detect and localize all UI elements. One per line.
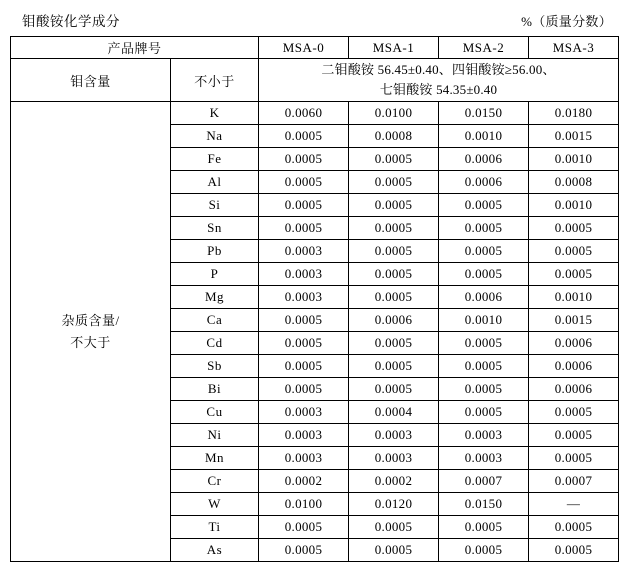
- impurity-value: 0.0005: [349, 148, 439, 171]
- impurity-value: 0.0007: [529, 470, 619, 493]
- impurity-value: 0.0005: [259, 148, 349, 171]
- impurity-value: 0.0005: [529, 263, 619, 286]
- table-header-row: [11, 37, 619, 59]
- impurity-value: 0.0005: [439, 240, 529, 263]
- impurity-value: 0.0150: [439, 493, 529, 516]
- impurity-value: 0.0005: [529, 240, 619, 263]
- caption-unit: %（质量分数）: [521, 14, 612, 29]
- impurity-value: 0.0005: [259, 309, 349, 332]
- table-caption: [10, 8, 618, 36]
- element-symbol: K: [171, 102, 259, 125]
- impurity-value: 0.0003: [259, 401, 349, 424]
- mo-content-condition: 不小于: [171, 59, 259, 102]
- impurity-value: 0.0005: [529, 424, 619, 447]
- impurity-label-line2: 不大于: [70, 334, 111, 350]
- impurity-value: 0.0006: [529, 378, 619, 401]
- impurity-value: 0.0060: [259, 102, 349, 125]
- impurity-value: 0.0005: [439, 401, 529, 424]
- element-symbol: Pb: [171, 240, 259, 263]
- impurity-value: 0.0100: [259, 493, 349, 516]
- mo-content-row: [11, 59, 619, 102]
- impurity-value: 0.0010: [439, 125, 529, 148]
- impurity-value: 0.0005: [529, 447, 619, 470]
- impurity-value: 0.0005: [349, 286, 439, 309]
- element-symbol: Fe: [171, 148, 259, 171]
- header-product-label: 产品牌号: [11, 37, 259, 59]
- impurity-value: 0.0003: [259, 240, 349, 263]
- caption-title: 钼酸铵化学成分: [22, 14, 120, 29]
- impurity-value: 0.0002: [259, 470, 349, 493]
- impurity-value: 0.0005: [349, 217, 439, 240]
- impurity-value: 0.0005: [259, 194, 349, 217]
- impurity-value: 0.0005: [259, 516, 349, 539]
- impurity-value: 0.0005: [349, 355, 439, 378]
- impurity-label-line1: 杂质含量/: [61, 312, 120, 328]
- impurity-value: 0.0005: [349, 332, 439, 355]
- impurity-value: 0.0100: [349, 102, 439, 125]
- impurity-value: 0.0005: [529, 401, 619, 424]
- element-symbol: Ni: [171, 424, 259, 447]
- impurity-value: 0.0005: [259, 125, 349, 148]
- impurity-value: 0.0005: [349, 171, 439, 194]
- element-symbol: Si: [171, 194, 259, 217]
- impurity-content-label: [11, 102, 171, 562]
- impurity-value: 0.0007: [439, 470, 529, 493]
- element-symbol: Sn: [171, 217, 259, 240]
- chemical-composition-table: [10, 36, 619, 562]
- impurity-value: 0.0010: [529, 286, 619, 309]
- element-symbol: W: [171, 493, 259, 516]
- impurity-value: 0.0003: [259, 263, 349, 286]
- impurity-value: 0.0006: [529, 332, 619, 355]
- mo-content-value: [259, 59, 619, 102]
- impurity-value: 0.0005: [349, 516, 439, 539]
- impurity-value: 0.0004: [349, 401, 439, 424]
- impurity-value: 0.0120: [349, 493, 439, 516]
- impurity-value: 0.0008: [349, 125, 439, 148]
- impurity-value: 0.0005: [439, 516, 529, 539]
- element-symbol: Na: [171, 125, 259, 148]
- impurity-value: 0.0005: [439, 355, 529, 378]
- impurity-value: 0.0010: [529, 194, 619, 217]
- mo-content-label: 钼含量: [11, 59, 171, 102]
- impurity-value: 0.0006: [529, 355, 619, 378]
- impurity-value: 0.0005: [349, 263, 439, 286]
- element-symbol: Cd: [171, 332, 259, 355]
- element-symbol: P: [171, 263, 259, 286]
- impurity-value: 0.0005: [439, 217, 529, 240]
- impurity-value: 0.0005: [259, 332, 349, 355]
- element-symbol: Sb: [171, 355, 259, 378]
- impurity-value: 0.0005: [349, 240, 439, 263]
- impurity-value: 0.0005: [349, 378, 439, 401]
- element-symbol: Al: [171, 171, 259, 194]
- impurity-value: 0.0005: [439, 332, 529, 355]
- element-symbol: Bi: [171, 378, 259, 401]
- element-symbol: Cr: [171, 470, 259, 493]
- impurity-value: 0.0005: [259, 539, 349, 562]
- impurity-value: 0.0003: [259, 447, 349, 470]
- impurity-value: 0.0005: [259, 355, 349, 378]
- impurity-value: 0.0003: [439, 424, 529, 447]
- impurity-value: 0.0010: [529, 148, 619, 171]
- impurity-value: 0.0005: [259, 217, 349, 240]
- element-symbol: Cu: [171, 401, 259, 424]
- impurity-value: 0.0005: [259, 378, 349, 401]
- header-grade-2: MSA-2: [439, 37, 529, 59]
- impurity-value: 0.0005: [439, 263, 529, 286]
- impurity-value: 0.0003: [259, 424, 349, 447]
- impurity-value: 0.0003: [349, 447, 439, 470]
- element-symbol: Mg: [171, 286, 259, 309]
- impurity-value: 0.0015: [529, 309, 619, 332]
- impurity-value: 0.0005: [349, 539, 439, 562]
- impurity-value: 0.0005: [349, 194, 439, 217]
- impurity-value: 0.0010: [439, 309, 529, 332]
- header-grade-0: MSA-0: [259, 37, 349, 59]
- impurity-value: 0.0005: [529, 217, 619, 240]
- impurity-value: 0.0003: [259, 286, 349, 309]
- impurity-value: 0.0002: [349, 470, 439, 493]
- impurity-value: 0.0005: [529, 516, 619, 539]
- impurity-value: 0.0006: [439, 171, 529, 194]
- element-symbol: Ca: [171, 309, 259, 332]
- impurity-value: 0.0006: [349, 309, 439, 332]
- impurity-value: 0.0005: [259, 171, 349, 194]
- impurity-value: 0.0008: [529, 171, 619, 194]
- impurity-value: 0.0015: [529, 125, 619, 148]
- element-symbol: As: [171, 539, 259, 562]
- impurity-value: 0.0005: [529, 539, 619, 562]
- element-symbol: Ti: [171, 516, 259, 539]
- impurity-value: 0.0005: [439, 539, 529, 562]
- header-grade-1: MSA-1: [349, 37, 439, 59]
- impurity-value: 0.0180: [529, 102, 619, 125]
- mo-content-value-line2: 七钼酸铵 54.35±0.40: [379, 82, 498, 98]
- element-symbol: Mn: [171, 447, 259, 470]
- impurity-value: 0.0005: [439, 378, 529, 401]
- impurity-value: —: [529, 493, 619, 516]
- impurity-value: 0.0006: [439, 148, 529, 171]
- table-row: [11, 102, 619, 125]
- impurity-value: 0.0006: [439, 286, 529, 309]
- impurity-value: 0.0003: [349, 424, 439, 447]
- mo-content-value-line1: 二钼酸铵 56.45±0.40、四钼酸铵≥56.00、: [321, 62, 556, 77]
- impurity-value: 0.0005: [439, 194, 529, 217]
- header-grade-3: MSA-3: [529, 37, 619, 59]
- impurity-value: 0.0003: [439, 447, 529, 470]
- impurity-value: 0.0150: [439, 102, 529, 125]
